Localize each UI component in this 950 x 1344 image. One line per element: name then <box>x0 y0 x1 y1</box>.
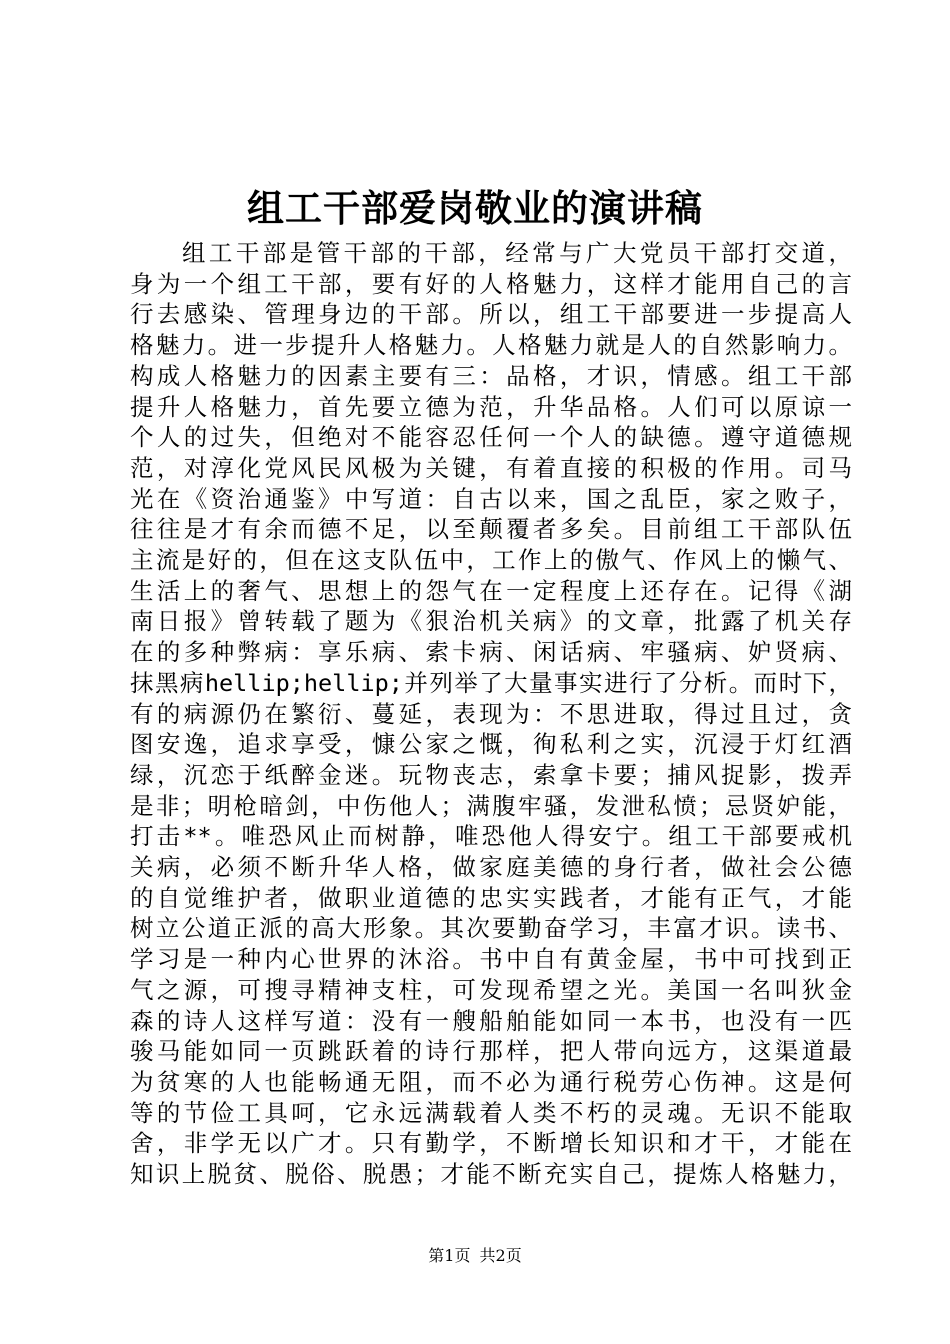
body-text-line: 行去感染、管理身边的干部。所以，组工干部要进一步提高人 <box>130 300 852 329</box>
body-text-line: 等的节俭工具呵，它永远满载着人类不朽的灵魂。无识不能取 <box>130 1098 852 1127</box>
body-text-line: 是非；明枪暗剑，中伤他人；满腹牢骚，发泄私愤；忌贤妒能， <box>130 791 852 820</box>
page-number-footer: 第1页 共2页 <box>428 1246 522 1265</box>
body-text-line: 个人的过失，但绝对不能容忍任何一个人的缺德。遵守道德规 <box>130 423 852 452</box>
document-body <box>130 238 852 1190</box>
body-text-line: 格魅力。进一步提升人格魅力。人格魅力就是人的自然影响力。 <box>130 331 852 360</box>
body-text-line: 骏马能如同一页跳跃着的诗行那样，把人带向远方，这渠道最 <box>130 1037 852 1066</box>
body-text-line: 有的病源仍在繁衍、蔓延，表现为：不思进取，得过且过，贪 <box>130 699 852 728</box>
body-text-line: 生活上的奢气、思想上的怨气在一定程度上还存在。记得《湖 <box>130 576 852 605</box>
body-text-line: 森的诗人这样写道：没有一艘船舶能如同一本书，也没有一匹 <box>130 1006 852 1035</box>
body-text-line: 知识上脱贫、脱俗、脱愚；才能不断充实自己，提炼人格魅力， <box>130 1160 852 1189</box>
body-text-line: 为贫寒的人也能畅通无阻，而不必为通行税劳心伤神。这是何 <box>130 1067 852 1096</box>
body-text-line: 的自觉维护者，做职业道德的忠实实践者，才能有正气，才能 <box>130 883 852 912</box>
body-text-line: 组工干部是管干部的干部，经常与广大党员干部打交道， <box>182 239 852 267</box>
body-text-line: 绿，沉恋于纸醉金迷。玩物丧志，索拿卡要；捕风捉影，拨弄 <box>130 760 852 789</box>
body-text-line: 往往是才有余而德不足，以至颠覆者多矣。目前组工干部队伍 <box>130 515 852 544</box>
body-text-line: 主流是好的，但在这支队伍中，工作上的傲气、作风上的懒气、 <box>130 546 852 575</box>
body-text-line: 构成人格魅力的因素主要有三：品格，才识，情感。组工干部 <box>130 361 852 390</box>
body-text-line: 南日报》曾转载了题为《狠治机关病》的文章，批露了机关存 <box>130 607 852 636</box>
body-text-line: 抹黑病hellip;hellip;并列举了大量事实进行了分析。而时下， <box>130 668 852 697</box>
body-text-line: 在的多种弊病：享乐病、索卡病、闲话病、牢骚病、妒贤病、 <box>130 638 852 667</box>
body-text-line: 身为一个组工干部，要有好的人格魅力，这样才能用自己的言 <box>130 269 852 298</box>
document-title: 组工干部爱岗敬业的演讲稿 <box>247 186 703 230</box>
body-text-line: 学习是一种内心世界的沐浴。书中自有黄金屋，书中可找到正 <box>130 945 852 974</box>
body-text-line: 提升人格魅力，首先要立德为范，升华品格。人们可以原谅一 <box>130 392 852 421</box>
body-text-line: 气之源，可搜寻精神支柱，可发现希望之光。美国一名叫狄金 <box>130 975 852 1004</box>
body-text-line: 舍，非学无以广才。只有勤学，不断增长知识和才干，才能在 <box>130 1129 852 1158</box>
body-text-line: 关病，必须不断升华人格，做家庭美德的身行者，做社会公德 <box>130 853 852 882</box>
body-text-line: 范，对淳化党风民风极为关键，有着直接的积极的作用。司马 <box>130 453 852 482</box>
body-text-line: 树立公道正派的高大形象。其次要勤奋学习，丰富才识。读书、 <box>130 914 852 943</box>
body-text-line: 光在《资治通鉴》中写道：自古以来，国之乱臣，家之败子， <box>130 484 852 513</box>
body-text-line: 打击**。唯恐风止而树静，唯恐他人得安宁。组工干部要戒机 <box>130 822 852 851</box>
body-text-line: 图安逸，追求享受，慷公家之慨，徇私利之实，沉浸于灯红酒 <box>130 730 852 759</box>
